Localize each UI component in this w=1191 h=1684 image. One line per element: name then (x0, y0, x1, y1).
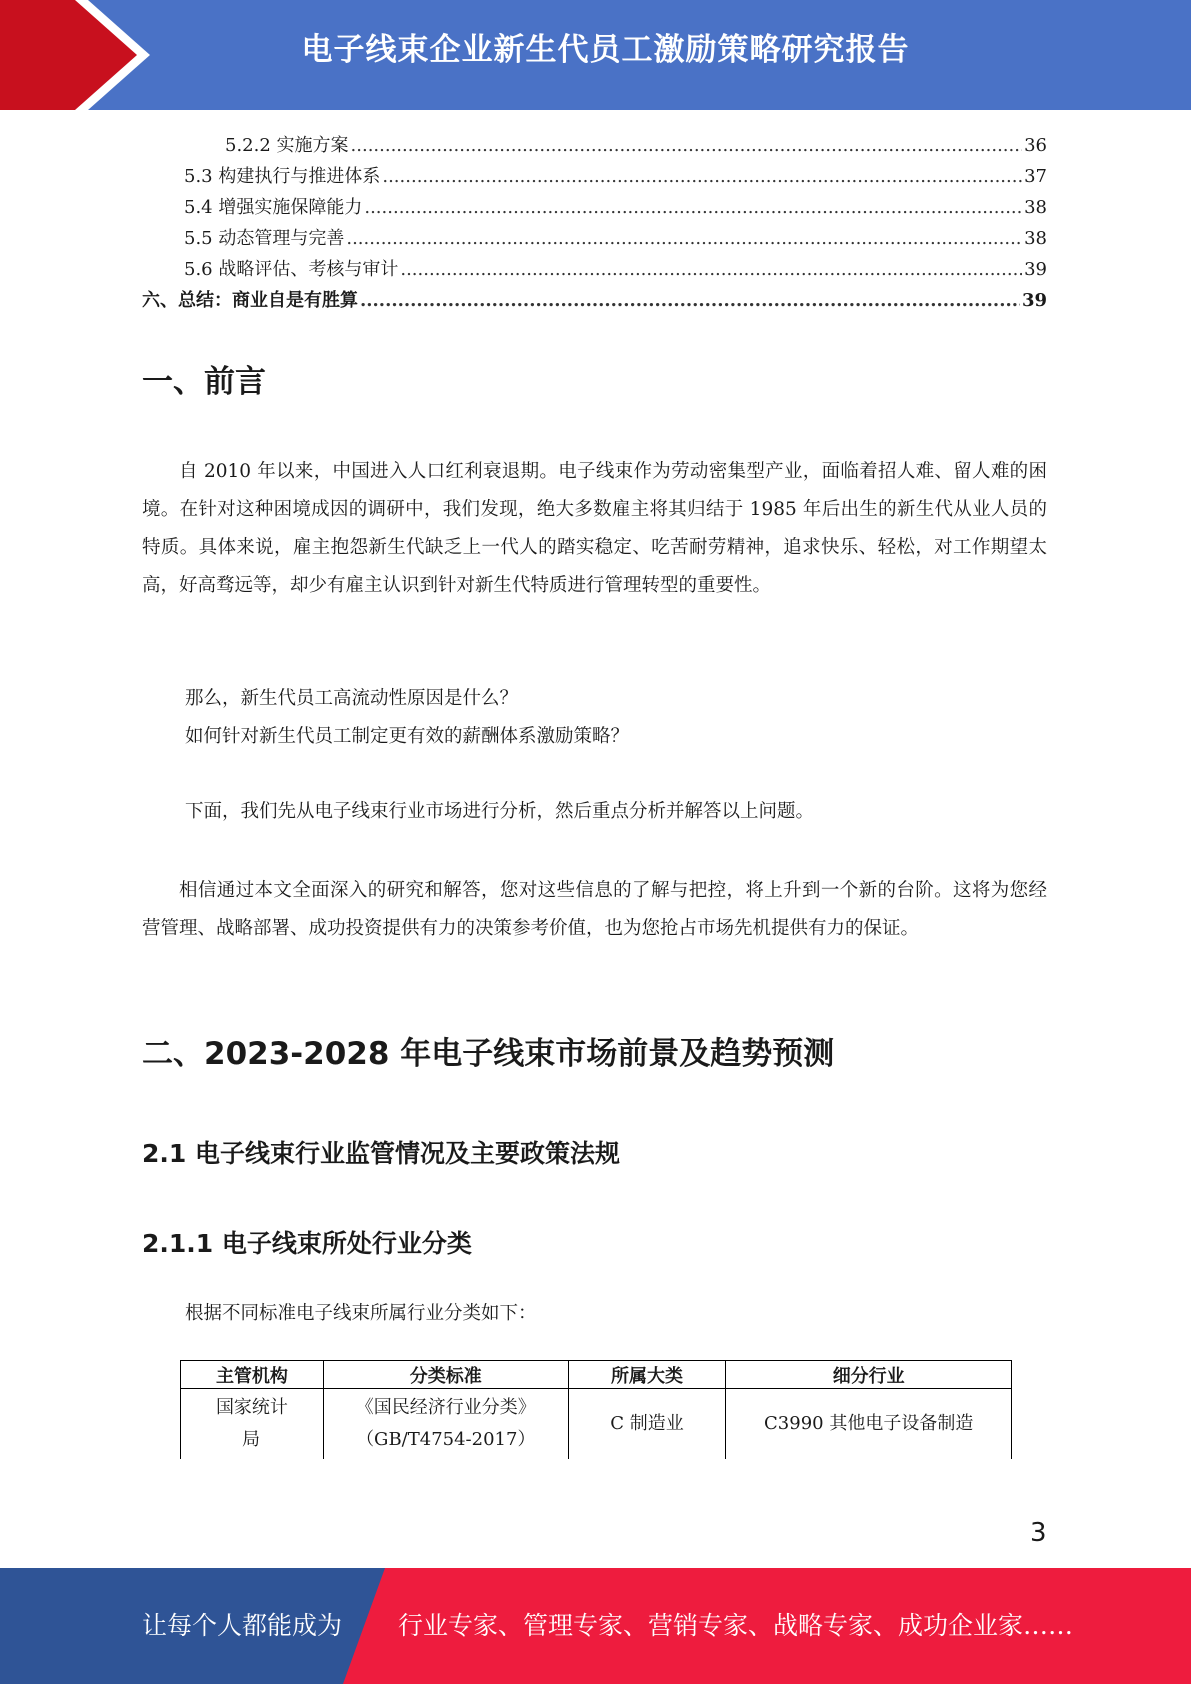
toc-entry-page: 37 (1024, 166, 1047, 187)
toc-entry-page: 38 (1024, 197, 1047, 218)
preface-paragraph-3: 相信通过本文全面深入的研究和解答，您对这些信息的了解与把控，将上升到一个新的台阶。这将为您经营管理、战略部署、成功投资提供有力的决策参考价值，也为您抢占市场先机提供有力的保证。 (142, 880, 1047, 939)
preface-question-1: 那么，新生代员工高流动性原因是什么？ (185, 688, 519, 709)
cell-standard-line: 《国民经济行业分类》 (355, 1397, 536, 1418)
industry-classification-table (180, 1360, 1012, 1459)
toc-entry[interactable] (142, 130, 1047, 161)
cell-subindustry: C3990 其他电子设备制造 (726, 1389, 1012, 1460)
footer-slogan-left: 让每个人都能成为 (142, 1611, 343, 1640)
toc-entry-label: 六、总结：商业自是有胜算 (142, 290, 358, 311)
toc-leader (400, 254, 1022, 285)
page-number: 3 (1030, 1518, 1047, 1548)
toc-entry[interactable] (142, 285, 1047, 316)
table-of-contents (142, 130, 1047, 316)
toc-entry-page: 39 (1024, 259, 1047, 280)
cell-authority-line: 局 (242, 1429, 260, 1450)
cell-authority-line: 国家统计 (215, 1397, 288, 1418)
toc-entry-label: 5.6 战略评估、考核与审计 (184, 259, 399, 280)
toc-entry-page: 38 (1024, 228, 1047, 249)
toc-entry-label: 5.4 增强实施保障能力 (184, 197, 363, 218)
toc-entry[interactable] (142, 223, 1047, 254)
table-header-row (181, 1361, 1012, 1389)
preface-question-2: 如何针对新生代员工制定更有效的薪酬体系激励策略？ (185, 726, 630, 747)
report-title: 电子线束企业新生代员工激励策略研究报告 (301, 32, 910, 68)
section-heading-market: 二、2023-2028 年电子线束市场前景及趋势预测 (142, 1036, 835, 1072)
toc-entry-label: 5.5 动态管理与完善 (184, 228, 345, 249)
column-header: 细分行业 (726, 1361, 1012, 1389)
subsection-heading-regulation: 2.1 电子线束行业监管情况及主要政策法规 (142, 1139, 620, 1168)
toc-entry-label: 5.3 构建执行与推进体系 (184, 166, 381, 187)
toc-entry-label: 5.2.2 实施方案 (225, 135, 349, 156)
subsection-heading-classification: 2.1.1 电子线束所处行业分类 (142, 1229, 472, 1258)
toc-entry[interactable] (142, 254, 1047, 285)
cell-authority (181, 1389, 324, 1460)
toc-leader (346, 223, 1022, 254)
toc-entry[interactable] (142, 192, 1047, 223)
toc-entry-page: 36 (1024, 135, 1047, 156)
classification-intro: 根据不同标准电子线束所属行业分类如下： (185, 1303, 537, 1324)
cell-standard-line: （GB/T4754-2017） (356, 1429, 536, 1450)
toc-leader (360, 285, 1020, 316)
cell-category: C 制造业 (568, 1389, 726, 1460)
page-footer (0, 1568, 1191, 1684)
table-row (181, 1389, 1012, 1460)
column-header: 所属大类 (568, 1361, 726, 1389)
toc-entry[interactable] (142, 161, 1047, 192)
footer-slogan-right: 行业专家、管理专家、营销专家、战略专家、成功企业家…… (398, 1611, 1074, 1640)
cell-standard (323, 1389, 568, 1460)
preface-paragraph-1: 自 2010 年以来，中国进入人口红利衰退期。电子线束作为劳动密集型产业，面临着招人难、留人难的困境。在针对这种困境成因的调研中，我们发现，绝大多数雇主将其归结于 1985 年后出生的新生代从业人员的特质。具体来说，雇主抱怨新生代缺乏上一代人的踏实稳定、吃苦耐劳精神，追求快乐、轻松，对工作期望太高，好高骛远等，却少有雇主认识到针对新生代特质进行管理转型的重要性。 (142, 461, 1047, 596)
column-header: 分类标准 (323, 1361, 568, 1389)
toc-leader (364, 192, 1022, 223)
toc-leader (382, 161, 1022, 192)
page-header (0, 0, 1191, 110)
toc-entry-page: 39 (1021, 290, 1047, 311)
section-heading-preface: 一、前言 (142, 364, 266, 400)
preface-paragraph-2: 下面，我们先从电子线束行业市场进行分析，然后重点分析并解答以上问题。 (185, 801, 815, 822)
column-header: 主管机构 (181, 1361, 324, 1389)
toc-leader (351, 130, 1023, 161)
